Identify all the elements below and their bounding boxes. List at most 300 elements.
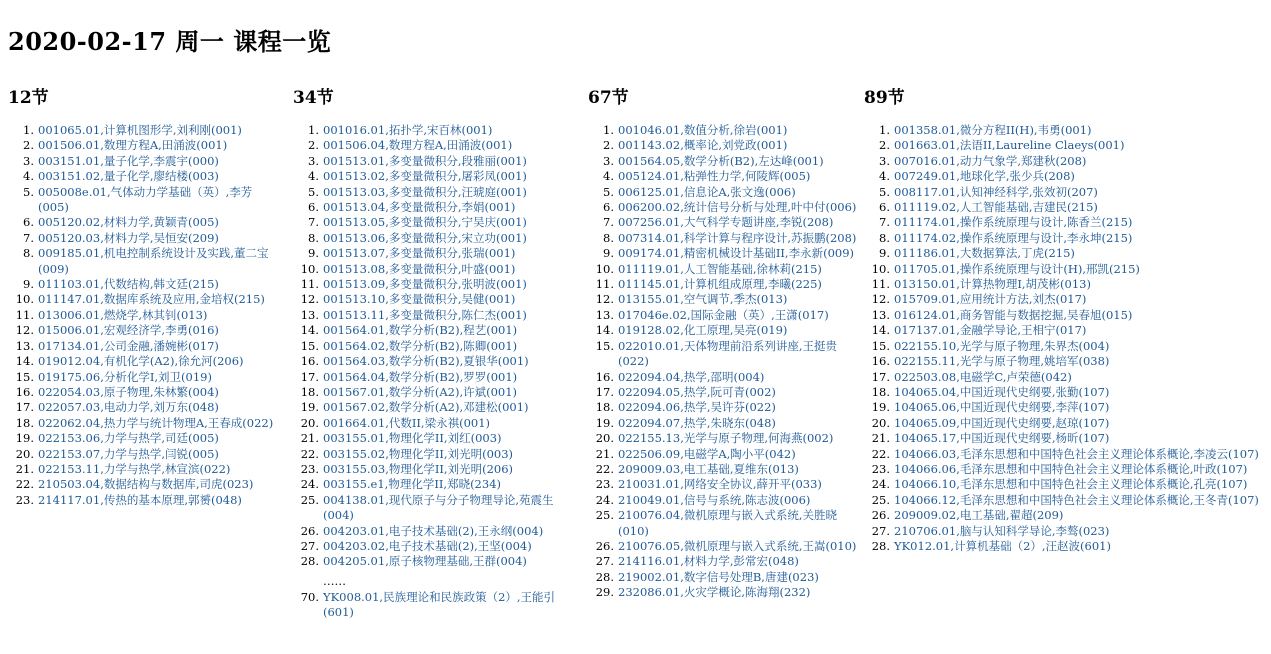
- list-item-number: 12.: [595, 292, 614, 307]
- list-item-number: 9.: [23, 277, 34, 292]
- list-item: [8, 169, 278, 184]
- list-item: [293, 138, 583, 153]
- list-item-number: 8.: [879, 230, 890, 245]
- course-link[interactable]: 001065.01,计算机图形学,刘利刚(001): [38, 123, 242, 137]
- list-item: [864, 508, 1264, 523]
- list-item: [864, 477, 1264, 492]
- list-item: [864, 246, 1264, 261]
- list-item: [8, 231, 278, 246]
- list-item-number: 3.: [23, 153, 34, 168]
- list-item: [293, 554, 583, 569]
- list-item: [293, 185, 583, 200]
- list-item-number: 19.: [595, 415, 614, 430]
- course-link[interactable]: 007256.01,大气科学专题讲座,李锐(208): [618, 215, 834, 230]
- list-item: [293, 416, 583, 431]
- list-item: [864, 370, 1264, 385]
- list-item-number: 6.: [879, 200, 890, 215]
- list-item-number: 25.: [871, 492, 890, 507]
- list-item: [8, 308, 278, 323]
- course-link[interactable]: 001143.02,概率论,刘党政(001): [618, 138, 788, 153]
- course-link[interactable]: 001513.11,多变量微积分,陈仁杰(001): [323, 307, 527, 322]
- list-item: [293, 246, 583, 261]
- course-link[interactable]: 104066.06,毛泽东思想和中国特色社会主义理论体系概论,叶政(107): [894, 461, 1248, 476]
- list-item: [864, 277, 1264, 292]
- list-item-number: 4.: [308, 169, 319, 184]
- list-item: [293, 400, 583, 415]
- list-item-number: 22.: [595, 461, 614, 476]
- list-item: [8, 323, 278, 338]
- list-item-number: 15.: [595, 338, 614, 353]
- course-link[interactable]: 011119.01,人工智能基础,徐林莉(215): [618, 261, 822, 276]
- list-item: [588, 323, 863, 338]
- course-link[interactable]: 001513.08,多变量微积分,叶盛(001): [323, 261, 516, 276]
- list-item-number: 18.: [871, 384, 890, 399]
- course-link[interactable]: 009174.01,精密机械设计基础II,李永新(009): [618, 246, 855, 261]
- course-link[interactable]: 022057.03,电动力学,刘万东(048): [38, 400, 219, 415]
- course-link[interactable]: 009185.01,机电控制系统设计及实践,董二宝(009): [38, 246, 269, 276]
- course-link[interactable]: 013150.01,计算热物理I,胡茂彬(013): [894, 277, 1091, 292]
- course-link[interactable]: 104065.09,中国近现代史纲要,赵琼(107): [894, 415, 1110, 430]
- course-link[interactable]: 001663.01,法语II,Laureline Claeys(001): [894, 138, 1125, 153]
- course-link[interactable]: 001358.01,微分方程II(H),韦勇(001): [894, 123, 1092, 137]
- list-item-number: 11.: [300, 277, 319, 292]
- list-item-number: 23.: [595, 477, 614, 492]
- course-link[interactable]: 210503.04,数据结构与数据库,司虎(023): [38, 477, 254, 492]
- course-link[interactable]: 022506.09,电磁学A,陶小平(042): [618, 446, 796, 461]
- list-item-number: 16.: [300, 354, 319, 369]
- list-item: [588, 277, 863, 292]
- list-item-number: 8.: [603, 230, 614, 245]
- course-link[interactable]: 001513.01,多变量微积分,段雅丽(001): [323, 153, 527, 168]
- list-item-number: 21.: [15, 461, 34, 476]
- list-item-number: 12.: [871, 292, 890, 307]
- course-link[interactable]: 004138.01,现代原子与分子物理导论,苑震生(004): [323, 492, 554, 523]
- list-item-number: 29.: [595, 585, 614, 600]
- list-item-number: 25.: [300, 492, 319, 507]
- list-item: [8, 400, 278, 415]
- list-item: [293, 292, 583, 307]
- list-item: [293, 262, 583, 277]
- list-item: [588, 262, 863, 277]
- course-link[interactable]: 001513.07,多变量微积分,张瑞(001): [323, 246, 516, 261]
- course-link[interactable]: 232086.01,火灾学概论,陈海翔(232): [618, 585, 811, 600]
- list-item-number: 22.: [15, 477, 34, 492]
- list-item: [293, 539, 583, 554]
- list-item: [293, 447, 583, 462]
- list-item: [588, 200, 863, 215]
- course-link[interactable]: YK012.01,计算机基础（2）,汪赵波(601): [894, 538, 1111, 553]
- list-item-number: 13.: [300, 307, 319, 322]
- list-item: [8, 447, 278, 462]
- list-item: [293, 462, 583, 477]
- course-link[interactable]: 019012.04,有机化学(A2),徐允河(206): [38, 354, 244, 369]
- list-item-number: 15.: [15, 369, 34, 384]
- course-link[interactable]: 004205.01,原子核物理基础,王群(004): [323, 554, 527, 569]
- page-title: 2020-02-17 周一 课程一览: [8, 27, 332, 56]
- list-item: [864, 447, 1264, 462]
- list-item-number: 2.: [23, 138, 34, 153]
- list-item: [588, 185, 863, 200]
- list-item-number: 10.: [871, 261, 890, 276]
- course-link[interactable]: 004203.02,电子技术基础(2),王坚(004): [323, 538, 532, 553]
- list-item: [864, 292, 1264, 307]
- course-link[interactable]: 022010.01,天体物理前沿系列讲座,王挺贵(022): [618, 338, 837, 369]
- list-item: [8, 185, 278, 216]
- list-item-number: 26.: [871, 508, 890, 523]
- list-item-number: 2.: [603, 138, 614, 153]
- list-item-number: 7.: [879, 215, 890, 230]
- course-link[interactable]: 011147.01,数据库系统及应用,金培权(215): [38, 292, 265, 307]
- list-item-number: 18.: [595, 400, 614, 415]
- list-item: [588, 477, 863, 492]
- course-link[interactable]: 015006.01,宏观经济学,李勇(016): [38, 323, 219, 338]
- list-item: [588, 585, 863, 600]
- course-link[interactable]: 005124.01,粘弹性力学,何陵辉(005): [618, 169, 811, 184]
- list-item: [588, 493, 863, 508]
- list-item-number: 7.: [23, 230, 34, 245]
- course-link[interactable]: 104065.04,中国近现代史纲要,张勤(107): [894, 384, 1110, 399]
- list-item: [864, 323, 1264, 338]
- course-link[interactable]: YK008.01,民族理论和民族政策（2）,王能引(601): [323, 589, 556, 620]
- list-item: [293, 308, 583, 323]
- list-item: [864, 354, 1264, 369]
- list-item: [588, 123, 863, 138]
- list-item-number: 27.: [300, 538, 319, 553]
- list-item-number: 25.: [595, 508, 614, 523]
- list-item: [293, 590, 583, 621]
- list-item-number: 5.: [879, 184, 890, 199]
- list-item-number: 10.: [300, 261, 319, 276]
- list-item-number: 10.: [595, 261, 614, 276]
- list-item-number: 1.: [879, 123, 890, 137]
- list-item: [293, 354, 583, 369]
- list-item-number: 7.: [603, 215, 614, 230]
- list-item: [8, 385, 278, 400]
- list-item: [588, 400, 863, 415]
- list-item-number: 28.: [595, 569, 614, 584]
- course-link[interactable]: 001564.04,数学分析(B2),罗罗(001): [323, 369, 518, 384]
- list-item: [864, 215, 1264, 230]
- list-item-number: 28.: [300, 554, 319, 569]
- list-item: [588, 246, 863, 261]
- list-item: [8, 339, 278, 354]
- list-item-number: 19.: [871, 400, 890, 415]
- list-item-number: 27.: [871, 523, 890, 538]
- list-item: [864, 431, 1264, 446]
- list-item: [864, 385, 1264, 400]
- course-link[interactable]: 017046e.02,国际金融（英）,王潇(017): [618, 307, 829, 322]
- list-item: [293, 277, 583, 292]
- course-link[interactable]: 001513.04,多变量微积分,李娟(001): [323, 200, 516, 215]
- course-link[interactable]: 011186.01,大数据算法,丁虎(215): [894, 246, 1075, 261]
- list-item-number: 20.: [300, 415, 319, 430]
- column-heading: 34节: [293, 88, 334, 108]
- course-link[interactable]: 210706.01,脑与认知科学导论,李骜(023): [894, 523, 1110, 538]
- course-link[interactable]: 011174.02,操作系统原理与设计,李永坤(215): [894, 230, 1133, 245]
- list-item-number: 23.: [871, 461, 890, 476]
- course-link[interactable]: 019175.06,分析化学I,刘卫(019): [38, 369, 212, 384]
- list-item: [864, 416, 1264, 431]
- course-link[interactable]: 001564.01,数学分析(B2),程艺(001): [323, 323, 518, 338]
- list-item-number: 26.: [595, 538, 614, 553]
- list-item-number: 14.: [300, 323, 319, 338]
- list-item: [864, 200, 1264, 215]
- list-item-number: 4.: [879, 169, 890, 184]
- list-item-number: 9.: [879, 246, 890, 261]
- list-item-number: 6.: [23, 215, 34, 230]
- course-link[interactable]: 005120.02,材料力学,黄颖青(005): [38, 215, 219, 230]
- course-link[interactable]: 005120.03,材料力学,吴恒安(209): [38, 230, 219, 245]
- list-item-number: 8.: [308, 230, 319, 245]
- course-link[interactable]: 209009.03,电工基础,夏维东(013): [618, 461, 799, 476]
- course-link[interactable]: 004203.01,电子技术基础(2),王永纲(004): [323, 523, 544, 538]
- list-item: [864, 154, 1264, 169]
- course-link[interactable]: 011145.01,计算机组成原理,李曦(225): [618, 277, 822, 292]
- list-item-number: 3.: [879, 153, 890, 168]
- list-item: [588, 215, 863, 230]
- list-item: [8, 246, 278, 277]
- list-item: [293, 215, 583, 230]
- column-67: [588, 88, 863, 601]
- course-link[interactable]: 006125.01,信息论A,张文逸(006): [618, 184, 796, 199]
- list-item: [8, 123, 278, 138]
- list-item-number: 3.: [308, 153, 319, 168]
- course-link[interactable]: 210049.01,信号与系统,陈志波(006): [618, 492, 811, 507]
- course-link[interactable]: 007249.01,地球化学,张少兵(208): [894, 169, 1075, 184]
- course-link[interactable]: 008117.01,认知神经科学,张效初(207): [894, 184, 1098, 199]
- course-link[interactable]: 022153.07,力学与热学,闫锐(005): [38, 446, 219, 461]
- course-link[interactable]: 011119.02,人工智能基础,吉建民(215): [894, 200, 1098, 215]
- list-item-number: 6.: [308, 200, 319, 215]
- course-link[interactable]: 007016.01,动力气象学,郑建秋(208): [894, 153, 1087, 168]
- list-item: [864, 231, 1264, 246]
- list-item: [864, 539, 1264, 554]
- course-link[interactable]: 001506.01,数理方程A,田涌波(001): [38, 138, 228, 153]
- list-item-number: 11.: [871, 277, 890, 292]
- course-link[interactable]: 022062.04,热力学与统计物理A,王春成(022): [38, 415, 274, 430]
- list-item-number: 3.: [603, 153, 614, 168]
- list-item-number: 21.: [871, 431, 890, 446]
- course-link[interactable]: 015709.01,应用统计方法,刘杰(017): [894, 292, 1087, 307]
- list-item-number: 21.: [595, 446, 614, 461]
- course-link[interactable]: 001564.05,数学分析(B2),左达峰(001): [618, 153, 824, 168]
- list-item-number: 2.: [308, 138, 319, 153]
- list-item-number: 24.: [300, 477, 319, 492]
- course-link[interactable]: 001567.01,数学分析(A2),许斌(001): [323, 384, 518, 399]
- list-item-number: 4.: [23, 169, 34, 184]
- course-link[interactable]: 209009.02,电工基础,翟超(209): [894, 508, 1064, 523]
- course-link[interactable]: 001513.03,多变量微积分,汪琥庭(001): [323, 184, 527, 199]
- course-link[interactable]: 022155.11,光学与原子物理,姚培军(038): [894, 354, 1110, 369]
- list-item-number: 14.: [871, 323, 890, 338]
- list-item-number: 14.: [595, 323, 614, 338]
- list-item-number: 19.: [15, 431, 34, 446]
- list-item-number: 1.: [603, 123, 614, 137]
- course-list: [588, 123, 863, 601]
- course-link[interactable]: 022155.10,光学与原子物理,朱界杰(004): [894, 338, 1110, 353]
- list-item-number: 22.: [300, 446, 319, 461]
- course-link[interactable]: 022153.11,力学与热学,林宣滨(022): [38, 461, 231, 476]
- list-item-number: 21.: [300, 431, 319, 446]
- course-link[interactable]: 104065.06,中国近现代史纲要,李萍(107): [894, 400, 1110, 415]
- course-link[interactable]: 011705.01,操作系统原理与设计(H),邢凯(215): [894, 261, 1140, 276]
- course-link[interactable]: 013155.01,空气调节,季杰(013): [618, 292, 788, 307]
- list-item-number: 5.: [603, 184, 614, 199]
- list-item-number: 17.: [15, 400, 34, 415]
- course-link[interactable]: 003155.02,物理化学II,刘光明(003): [323, 446, 514, 461]
- course-link[interactable]: 001513.09,多变量微积分,张明波(001): [323, 277, 527, 292]
- column-heading: 12节: [8, 88, 49, 108]
- list-item-number: 22.: [871, 446, 890, 461]
- list-item: [588, 447, 863, 462]
- list-item: [293, 231, 583, 246]
- course-link[interactable]: 001564.03,数学分析(B2),夏银华(001): [323, 354, 529, 369]
- course-link[interactable]: 022094.05,热学,阮可青(002): [618, 384, 776, 399]
- list-item: [588, 554, 863, 569]
- list-item: [864, 308, 1264, 323]
- list-item-number: 13.: [15, 338, 34, 353]
- course-link[interactable]: 210031.01,网络安全协议,薛开平(033): [618, 477, 822, 492]
- course-link[interactable]: 001506.04,数理方程A,田涌波(001): [323, 138, 513, 153]
- course-link[interactable]: 001664.01,代数II,梁永祺(001): [323, 415, 491, 430]
- list-item: [293, 123, 583, 138]
- list-item: [864, 493, 1264, 508]
- list-item: [588, 385, 863, 400]
- list-item-number: 17.: [871, 369, 890, 384]
- course-link[interactable]: 022094.04,热学,邵明(004): [618, 369, 765, 384]
- list-item: [864, 462, 1264, 477]
- course-link[interactable]: 003155.01,物理化学II,刘红(003): [323, 431, 502, 446]
- list-item: [864, 262, 1264, 277]
- list-item-number: 11.: [15, 307, 34, 322]
- list-item-number: 23.: [15, 492, 34, 507]
- list-item: [8, 416, 278, 431]
- list-item-number: 13.: [595, 307, 614, 322]
- list-item-number: 7.: [308, 215, 319, 230]
- course-link[interactable]: 001513.02,多变量微积分,屠彩凤(001): [323, 169, 527, 184]
- list-item-number: 20.: [871, 415, 890, 430]
- list-item-number: 70.: [300, 589, 319, 604]
- course-link[interactable]: 104066.10,毛泽东思想和中国特色社会主义理论体系概论,孔亮(107): [894, 477, 1248, 492]
- course-link[interactable]: 219002.01,数字信号处理B,唐建(023): [618, 569, 819, 584]
- list-item: [8, 477, 278, 492]
- list-item: [864, 138, 1264, 153]
- course-link[interactable]: 022054.03,原子物理,朱林繁(004): [38, 384, 219, 399]
- course-link[interactable]: 214116.01,材料力学,彭常宏(048): [618, 554, 799, 569]
- list-item: [588, 570, 863, 585]
- course-link[interactable]: 214117.01,传热的基本原理,郭赟(048): [38, 492, 242, 507]
- course-link[interactable]: 104066.03,毛泽东思想和中国特色社会主义理论体系概论,李凌云(107): [894, 446, 1259, 461]
- course-link[interactable]: 017134.01,公司金融,潘婉彬(017): [38, 338, 219, 353]
- list-item: [8, 277, 278, 292]
- list-item-number: 4.: [603, 169, 614, 184]
- list-item-number: 2.: [879, 138, 890, 153]
- list-item: [588, 508, 863, 539]
- list-item-number: 20.: [15, 446, 34, 461]
- course-link[interactable]: 022094.07,热学,朱晓东(048): [618, 415, 776, 430]
- course-link[interactable]: 210076.04,微机原理与嵌入式系统,关胜晓(010): [618, 508, 837, 538]
- list-item-number: 5.: [308, 184, 319, 199]
- course-link[interactable]: 022155.13,光学与原子物理,何海燕(002): [618, 431, 834, 446]
- list-item: [864, 123, 1264, 138]
- course-link[interactable]: 003155.03,物理化学II,刘光明(206): [323, 461, 514, 476]
- list-item-number: 16.: [871, 354, 890, 369]
- list-item-number: 6.: [603, 200, 614, 215]
- course-link[interactable]: 011103.01,代数结构,韩文廷(215): [38, 277, 219, 292]
- course-link[interactable]: 001513.05,多变量微积分,宁吴庆(001): [323, 215, 527, 230]
- list-item-number: 18.: [15, 415, 34, 430]
- list-item: [8, 215, 278, 230]
- list-item: [588, 308, 863, 323]
- course-link[interactable]: 001513.06,多变量微积分,宋立功(001): [323, 230, 527, 245]
- list-item-number: 9.: [308, 246, 319, 261]
- list-item: [588, 154, 863, 169]
- list-item: [8, 462, 278, 477]
- list-item: [588, 462, 863, 477]
- course-link[interactable]: 104065.17,中国近现代史纲要,杨昕(107): [894, 431, 1110, 446]
- course-link[interactable]: 001564.02,数学分析(B2),陈卿(001): [323, 338, 518, 353]
- list-item: [864, 169, 1264, 184]
- list-item: [8, 292, 278, 307]
- course-list: [864, 123, 1264, 554]
- column-89: [864, 88, 1264, 554]
- course-list: [293, 123, 583, 570]
- course-link[interactable]: 017137.01,金融学导论,王相宁(017): [894, 323, 1087, 338]
- list-item-number: 17.: [595, 384, 614, 399]
- list-item-number: 19.: [300, 400, 319, 415]
- list-item: [588, 231, 863, 246]
- list-item-number: 16.: [595, 369, 614, 384]
- list-item: [864, 524, 1264, 539]
- course-link[interactable]: 019128.02,化工原理,吴亮(019): [618, 323, 788, 338]
- list-item: [864, 339, 1264, 354]
- course-link[interactable]: 022094.06,热学,吴许芬(022): [618, 400, 776, 415]
- course-link[interactable]: 003155.e1,物理化学II,郑晓(234): [323, 477, 501, 492]
- course-link[interactable]: 001513.10,多变量微积分,吴健(001): [323, 292, 516, 307]
- course-link[interactable]: 013006.01,燃烧学,林其钊(013): [38, 307, 208, 322]
- course-link[interactable]: 022503.08,电磁学C,卢荣德(042): [894, 369, 1072, 384]
- course-link[interactable]: 006200.02,统计信号分析与处理,叶中付(006): [618, 200, 857, 215]
- course-link[interactable]: 007314.01,科学计算与程序设计,苏振鹏(208): [618, 230, 857, 245]
- list-item-number: 5.: [23, 184, 34, 199]
- list-item-number: 20.: [595, 431, 614, 446]
- course-link[interactable]: 003151.02,量子化学,廖结楼(003): [38, 169, 219, 184]
- course-list-tail: [293, 590, 583, 621]
- list-item: [293, 385, 583, 400]
- course-link[interactable]: 001567.02,数学分析(A2),邓建松(001): [323, 400, 529, 415]
- list-item: [293, 524, 583, 539]
- course-link[interactable]: 001016.01,拓扑学,宋百林(001): [323, 123, 493, 137]
- list-item: [588, 431, 863, 446]
- list-item: [293, 323, 583, 338]
- course-link[interactable]: 210076.05,微机原理与嵌入式系统,王嵩(010): [618, 538, 857, 553]
- list-item-number: 12.: [300, 292, 319, 307]
- list-item: [8, 138, 278, 153]
- list-item: [588, 416, 863, 431]
- list-item-number: 15.: [300, 338, 319, 353]
- course-link[interactable]: 001046.01,数值分析,徐岩(001): [618, 123, 788, 137]
- list-item: [588, 292, 863, 307]
- course-link[interactable]: 022153.06,力学与热学,司廷(005): [38, 431, 219, 446]
- list-item: [588, 169, 863, 184]
- list-item-number: 14.: [15, 354, 34, 369]
- course-link[interactable]: 005008e.01,气体动力学基础（英）,李芳(005): [38, 184, 253, 215]
- course-link[interactable]: 104066.12,毛泽东思想和中国特色社会主义理论体系概论,王冬青(107): [894, 492, 1259, 507]
- course-link[interactable]: 003151.01,量子化学,李震宇(000): [38, 153, 219, 168]
- list-item-number: 16.: [15, 384, 34, 399]
- course-link[interactable]: 011174.01,操作系统原理与设计,陈香兰(215): [894, 215, 1133, 230]
- course-link[interactable]: 016124.01,商务智能与数据挖掘,吴春旭(015): [894, 307, 1133, 322]
